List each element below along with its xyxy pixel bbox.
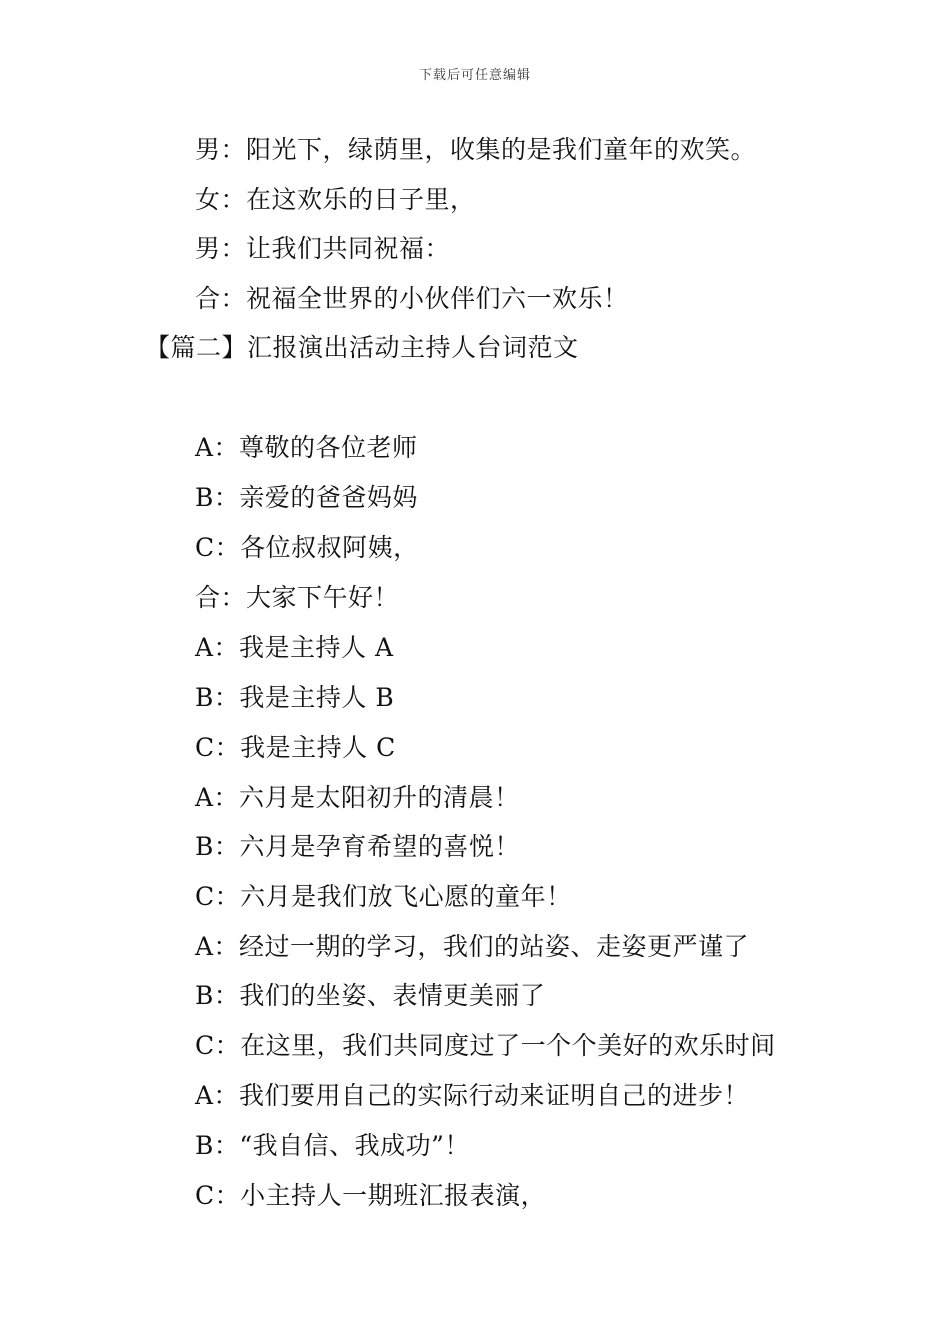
dialogue-line: C：各位叔叔阿姨， xyxy=(195,533,419,562)
dialogue-line: A：我是主持人 A xyxy=(195,633,394,662)
dialogue-line: 女：在这欢乐的日子里， xyxy=(195,185,476,214)
dialogue-line: C：小主持人一期班汇报表演， xyxy=(195,1181,547,1210)
section-heading: 【篇二】汇报演出活动主持人台词范文 xyxy=(145,333,579,362)
dialogue-line: 合：祝福全世界的小伙伴们六一欢乐！ xyxy=(195,284,629,313)
dialogue-line: A：尊敬的各位老师 xyxy=(195,433,418,462)
header-note: 下载后可任意编辑 xyxy=(418,68,531,83)
dialogue-line: A：经过一期的学习，我们的站姿、走姿更严谨了 xyxy=(195,932,750,961)
dialogue-line: B：我是主持人 B xyxy=(195,683,395,712)
dialogue-line: C：六月是我们放飞心愿的童年！ xyxy=(195,882,572,911)
dialogue-line: A：六月是太阳初升的清晨！ xyxy=(195,783,520,812)
dialogue-line: B：六月是孕育希望的喜悦！ xyxy=(195,832,520,861)
dialogue-line: B：“我自信、我成功”！ xyxy=(195,1131,470,1160)
dialogue-line: B：亲爱的爸爸妈妈 xyxy=(195,483,418,512)
dialogue-line: B：我们的坐姿、表情更美丽了 xyxy=(195,981,546,1010)
dialogue-line: 男：让我们共同祝福： xyxy=(195,234,451,263)
dialogue-line: C：我是主持人 C xyxy=(195,733,396,762)
dialogue-line: A：我们要用自己的实际行动来证明自己的进步！ xyxy=(195,1081,750,1110)
dialogue-line: C：在这里，我们共同度过了一个个美好的欢乐时间 xyxy=(195,1031,776,1060)
dialogue-line: 合：大家下午好！ xyxy=(195,583,400,612)
dialogue-line: 男：阳光下，绿荫里，收集的是我们童年的欢笑。 xyxy=(195,135,757,164)
